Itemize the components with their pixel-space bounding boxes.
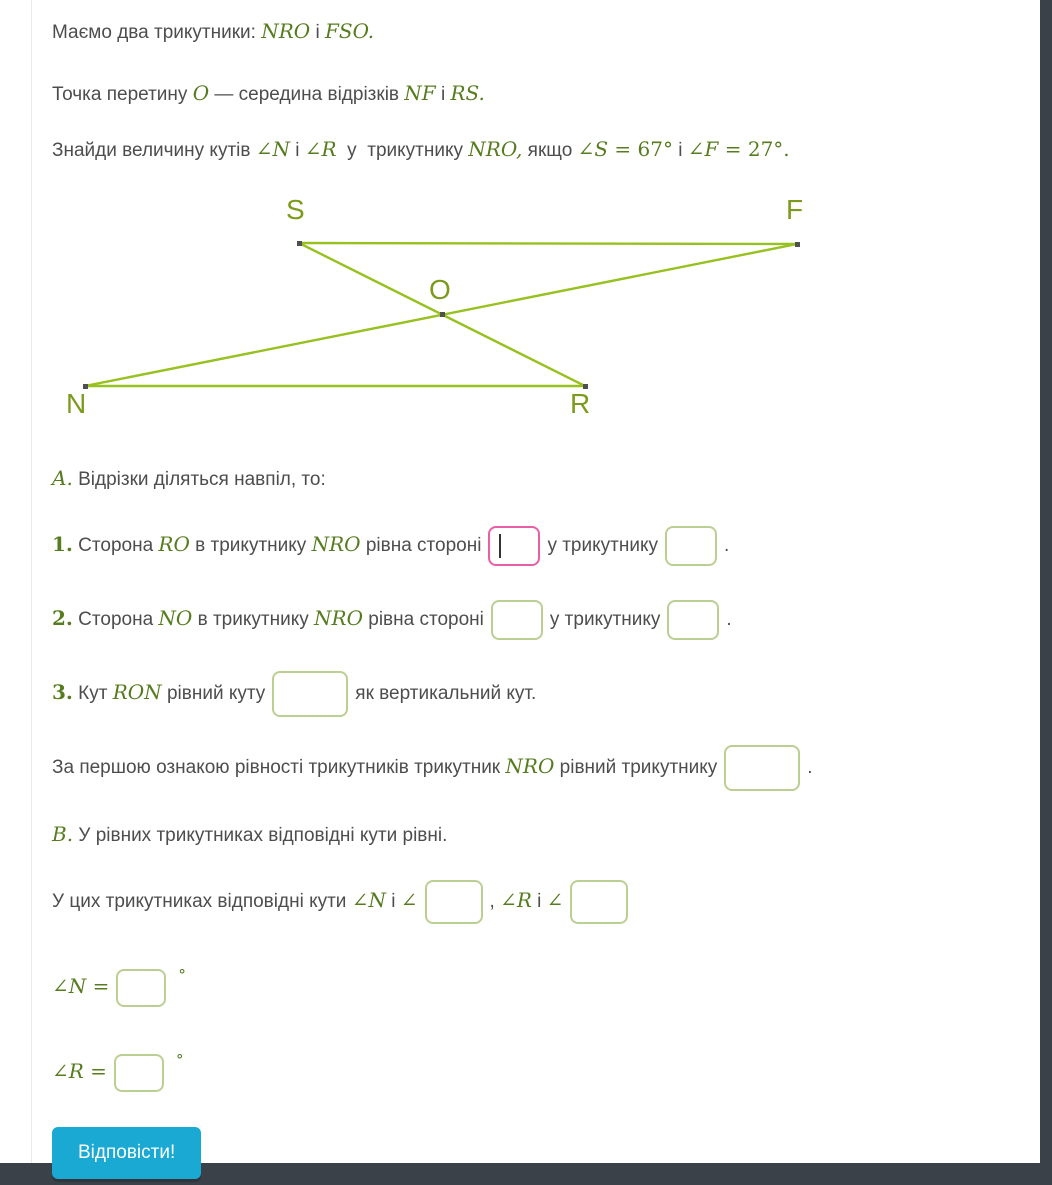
text-run: рівна стороні — [362, 609, 484, 630]
text-run: ∠ — [546, 888, 564, 912]
vertex-O-marker — [440, 312, 445, 317]
text-run: і — [385, 891, 401, 912]
text-run: NRO — [505, 754, 555, 778]
text-run: ∠R — [500, 888, 532, 912]
text-run: ∠N — [255, 137, 291, 161]
answer-5-angle2-input[interactable] — [570, 880, 628, 924]
text-run: 1. — [52, 532, 73, 556]
angle-n-value-input[interactable] — [116, 969, 166, 1007]
task-statement — [52, 134, 1038, 166]
text-run: Кут — [72, 683, 113, 704]
vertex-F-marker — [795, 242, 800, 247]
text-run: NRO — [261, 19, 311, 43]
answer-4-triangle-input[interactable] — [724, 745, 800, 791]
text-run: ° — [175, 1051, 184, 1069]
text-run: ∠R — [304, 137, 337, 161]
step-b-heading — [52, 819, 1038, 851]
statement-3 — [52, 669, 1038, 717]
intro-line-2 — [52, 78, 1038, 110]
angle-r-value-input[interactable] — [114, 1054, 164, 1092]
text-run: у трикутнику — [547, 535, 658, 556]
step-a-heading — [52, 463, 1038, 495]
text-run: в трикутнику — [189, 535, 312, 556]
text-run: 3. — [52, 680, 73, 704]
text-run: = 67° — [608, 137, 673, 161]
submit-row — [52, 1127, 1038, 1179]
text-run: У цих трикутниках відповідні кути — [52, 891, 352, 912]
text-run: RO — [158, 532, 190, 556]
text-run: O — [192, 81, 210, 105]
figure-label-O: O — [429, 274, 451, 305]
text-run: ∠N — [351, 888, 386, 912]
angle-n-answer-row — [52, 955, 1038, 1008]
answer-5-angle1-input[interactable] — [425, 880, 483, 924]
text-run: і — [310, 22, 325, 43]
figure-label-N: N — [66, 388, 87, 419]
answer-1-side-input[interactable] — [488, 526, 540, 566]
text-run: Сторона — [72, 535, 159, 556]
vertex-S-marker — [297, 241, 302, 246]
page-frame-right — [1040, 0, 1052, 1185]
figure-label-R: R — [570, 388, 591, 419]
text-run: 2. — [52, 606, 73, 630]
text-run: і — [672, 140, 688, 161]
text-run: ∠S — [577, 137, 609, 161]
geometry-figure — [52, 186, 1012, 441]
angle-r-answer-row — [52, 1040, 1038, 1093]
answer-2-triangle-input[interactable] — [667, 600, 719, 640]
text-run: Знайди величину кутів — [52, 140, 256, 161]
exercise-content — [32, 0, 1038, 1179]
text-run: . — [807, 757, 813, 778]
conclusion-congruence — [52, 743, 1038, 791]
text-run: в трикутнику — [192, 609, 315, 630]
answer-3-angle-input[interactable] — [272, 671, 348, 717]
text-run: у трикутнику — [549, 609, 661, 630]
text-run: NRO — [314, 606, 363, 630]
text-run: У рівних трикутниках відповідні кути рівні. — [73, 825, 448, 846]
text-run: у трикутнику — [336, 140, 469, 161]
figure-label-S: S — [286, 194, 305, 225]
figure-label-F: F — [786, 194, 804, 225]
text-run: RON — [112, 680, 162, 704]
text-run: рівний куту — [161, 683, 266, 704]
text-run: як вертикальний кут. — [355, 683, 537, 704]
text-run: За першою ознакою рівності трикутників трикутник — [52, 757, 506, 778]
text-run: Точка перетину — [52, 84, 193, 105]
answer-1-triangle-input[interactable] — [665, 526, 717, 566]
intro-line-1 — [52, 16, 1038, 48]
text-run: і — [290, 140, 305, 161]
text-run: якщо — [522, 140, 578, 161]
text-run: Сторона — [72, 609, 159, 630]
text-run: . — [723, 535, 730, 556]
text-run: = 27°. — [718, 137, 790, 161]
text-run: — середина відрізків — [209, 84, 405, 105]
text-run: ° — [178, 966, 186, 984]
statement-2 — [52, 595, 1038, 643]
text-run: NO — [158, 606, 193, 630]
text-run: FSO. — [324, 19, 375, 43]
text-run: ∠N — [52, 974, 87, 998]
text-run: , — [489, 891, 501, 912]
text-run: ∠F — [687, 137, 719, 161]
text-run: ∠R — [52, 1059, 84, 1083]
text-run: і — [435, 84, 451, 105]
corresponding-angles-row — [52, 877, 1038, 925]
text-run: рівна стороні — [360, 535, 482, 556]
text-run: Маємо два трикутники: — [52, 22, 262, 43]
text-run: і — [531, 891, 547, 912]
text-run: NF — [404, 81, 436, 105]
text-run: NRO — [311, 532, 361, 556]
text-run: Відрізки діляться навпіл, то: — [72, 469, 326, 490]
text-run: = — [86, 974, 110, 998]
text-run: B. — [52, 822, 74, 846]
text-run: NRO, — [468, 137, 523, 161]
text-run: RS. — [450, 81, 485, 105]
segment-SF — [299, 243, 797, 244]
figure-canvas — [52, 186, 1012, 441]
text-run: рівний трикутнику — [554, 757, 718, 778]
text-run: = — [83, 1059, 107, 1083]
text-run: ∠ — [400, 888, 418, 912]
text-run: . — [726, 609, 732, 630]
answer-2-side-input[interactable] — [491, 600, 543, 640]
submit-answer-button[interactable]: Відповісти! — [52, 1127, 201, 1179]
text-caret — [499, 534, 501, 558]
statement-1 — [52, 521, 1038, 569]
text-run: A. — [52, 466, 73, 490]
